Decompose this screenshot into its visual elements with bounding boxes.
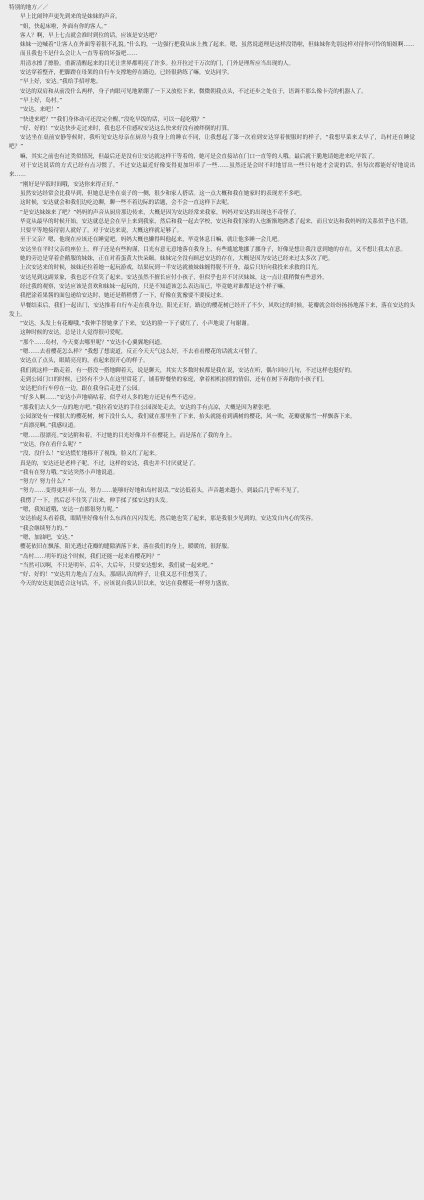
paragraph: 妹妹一边喊着“让客人在外面等着很不礼貌。”什么的，一边强行把我从床上拽了起来。嗯，虽然说道理是这样没错啦，但妹妹你先别这样对待你可怜的姐姐啊……: [20, 42, 415, 49]
paragraph: “是安达妹妹来了吧？”妈妈的声音从厨房那边传来，大概是因为安达经常来我家，妈妈对安达的出现也不奇怪了。: [20, 209, 300, 216]
paragraph: 毕竟从最早的时候开始，安达就总是会在早上来到我家，然后和我一起去学校，安达和我们家的人也渐渐地熟悉了起来，而且安达和我妈妈的关系似乎也不错。: [20, 218, 412, 225]
paragraph: “我会继续努力的。”: [20, 525, 68, 532]
paragraph: “嗯……去看樱花怎么样？”我想了想说道，反正今天天气这么好，不去看看樱花的话就太可惜了。: [20, 348, 261, 355]
paragraph: “那个……岛村，今天要去哪里呢？”安达小心翼翼地问道。: [20, 339, 166, 346]
paragraph: “我有在努力哦。”安达突然小声地说道。: [20, 469, 119, 476]
paragraph: “好、好的！”安达用力地点了点头，那副认真的样子，让我又忍不住想笑了。: [20, 572, 211, 579]
paragraph: 公园深处有一棵很大的樱花树，树下没什么人，我们就在那里坐了下来，抬头就能看到满树的樱花，风一吹，花瓣就像雪一样飘落下来。: [20, 414, 356, 421]
paragraph: 而且我也不是什么会让人一直等着的坏蛋吧……: [20, 51, 138, 58]
paragraph: 我把涂着果酱的面包递给安达时，她还是稍稍愣了一下，好像在犹豫要不要接过来。: [20, 293, 227, 300]
paragraph: “快进来吧？”“我们身体动可还没完全醒，”没吃早饭的话，可以一起吃哦？”: [20, 116, 206, 123]
paragraph: “努力？努力什么？”: [20, 479, 71, 486]
paragraph: 安达抬起头看着我，眼睛里好像有什么东西在闪闪发光，然后她也笑了起来，那是我很少见到的，安达发自内心的笑容。: [20, 516, 317, 523]
paragraph: 安达把自行车停在一边，跟在我身后走进了公园。: [20, 386, 144, 393]
paragraph: 安达的双肩和从前没什么两样，身子肉眼可见地紧绷了一下又放松下来，微微朝我点头，不过还步之处在于，语调不那么像卡壳的机器人了。: [20, 88, 367, 95]
paragraph: 早餐结束后，我们一起出门，安达推着自行车走在我身边，阳光正好，路边的樱花树已经开了不少，风吹过的时候，花瓣就会纷纷扬扬地落下来，落在安达的头发上。: [9, 302, 415, 318]
paragraph: 客人？啊，早上七点就会准时到位的话，应该是安达吧？: [20, 32, 160, 39]
paragraph: “努力……变得更坦率一点，努力……能够好好地和岛村说话。”安达低着头，声音越来越小，到最后几乎听不见了。: [20, 488, 303, 495]
paragraph: 樱花依旧在飘落，阳光透过花瓣的缝隙洒落下来，落在我们的身上，暖暖的，很舒服。: [20, 544, 233, 551]
paragraph: 对于安达说话的方式已经有点习惯了，不过安达最近好像变得更加坦率了一些……虽然还是会时不时地冒出一些只有她才会说的话，但每次都能好好地说出来……: [9, 163, 415, 179]
paragraph: 这时候，安达就会和我们边吃边聊，聊一些不着边际的话题，会不会一直这样下去呢。: [20, 200, 233, 207]
paragraph: “嗯，我知道哦，安达一直都很努力呢。”: [20, 507, 119, 514]
document-title: 特别的地方／／: [9, 5, 49, 11]
paragraph: “早上好，安达。”我给手招呼地。: [20, 79, 102, 86]
paragraph: 安达穿着整齐，把脚蹬在母架的自行车支撑地停在路边，已经很熟练了嘛，安达同学。: [20, 70, 233, 77]
paragraph: “安达，你在看什么呢？”: [20, 441, 82, 448]
paragraph: “好多人啊……”安达小声地嘀咕着，似乎对人多的地方还是有些不适应。: [20, 395, 200, 402]
paragraph: 安达见到这副景象，我也忍不住笑了起来。安达虽然不擅长应付小孩子，但似乎也并不讨厌妹妹，这一点让我稍微有些意外。: [20, 274, 328, 281]
paragraph: 虽然安达经常会比我早到，但她总是坐在桌子的一侧，很少和家人搭话。这一点大概和我在她家时的表现差不多吧。: [20, 190, 306, 197]
paragraph: 我们就这样一路走着，有一搭没一搭地聊着天，说是聊天，其实大多数时候都是我在说，安达在听，偶尔回应几句，不过这样也挺好的。: [20, 367, 356, 374]
paragraph: 真是的，安达还是老样子呢，不过，这样的安达，我也并不讨厌就是了。: [20, 460, 200, 467]
paragraph: 至于父亲？嗯，他现在应该还在睡觉吧。妈妈大概也懒得叫他起来，毕竟休息日嘛，就让他多睡一会儿吧。: [20, 237, 283, 244]
paragraph: 安达坐在桌前安静等候时，我听见安达母亲在厨房与我身上的睡衣不同，让我想起了第一次看到安达穿着便服时的样子，“我想早菜来太早了，岛村还在睡觉吧？”: [9, 135, 415, 151]
paragraph: “安达，来吧！”: [20, 107, 60, 114]
paragraph: 早上比闹钟声更先到来的是妹妹的声音。: [20, 14, 121, 21]
paragraph: 今天的安达更加适合这句话，不，应该说自我认识以来，安达在我樱花一样努力盛放。: [20, 581, 233, 588]
paragraph: 走到公园门口的时候，已经有不少人在这里赏花了，铺着野餐垫的家庭，拿着相机拍照的情侣，还有在树下奔跑的小孩子们。: [20, 376, 328, 383]
paragraph: 这种时候的安达，总是让人觉得很可爱呢。: [20, 330, 127, 337]
paragraph: 上次安达来的时候，妹妹还拉着她一起玩游戏，结果玩到一半安达就被妹妹缠得脱不开身，最后只好向我投来求救的目光。: [20, 265, 323, 272]
paragraph: 只要平等地接待别人就好了，对于安达来说，大概这样就足够了。: [20, 228, 183, 235]
paragraph: “早上好，岛村。”: [20, 97, 63, 104]
paragraph: “姐，快起床啦，外面有你的客人。”: [20, 23, 107, 30]
paragraph: 用清水擦了擦脸，重新清醒起来的目光让世界都明亮了许多。拉开拉过干万次的门，门外是理所应当出现的人。: [20, 60, 295, 67]
paragraph: “那我们去人少一点的地方吧。”我拉着安达的手往公园深处走去，安达的手有点凉，大概是因为紧张吧。: [20, 404, 275, 411]
paragraph: 安达坐在平时父亲的座位上，样子还是有些拘谨，目光有意无意地落在我身上，有些尴尬地挪了挪身子，好像是想让我注意到她的存在，又不想让我太在意。: [20, 246, 406, 253]
paragraph: “嗯，加油吧，安达。”: [20, 534, 74, 541]
paragraph: “岛村……明年的这个时候，我们还能一起来看樱花吗？”: [20, 553, 161, 560]
paragraph: “刚好是早饭时间哦，安达你来得正好。”: [20, 181, 119, 188]
paragraph: “真漂亮啊。”我感叹道。: [20, 423, 79, 430]
paragraph: 她的旁边是穿着企鹅服的妹妹，正在对着蛋黄大快朵颐。妹妹完全没有顾忌安达的存在，大概是因为安达已经来过太多次了吧。: [20, 256, 334, 263]
story-text: [9, 4, 415, 590]
paragraph: “没、没什么！”安达慌忙地移开了视线，脸又红了起来。: [20, 451, 161, 458]
paragraph: 经过我的观察，安达应该是喜欢和妹妹一起玩的，只是不知道该怎么表达而已，毕竟她对谁都是这个样子嘛。: [20, 283, 289, 290]
paragraph: 我愣了一下，然后忍不住笑了出来，伸手揉了揉安达的头发。: [20, 497, 172, 504]
paragraph: “安达，头发上有花瓣哦。”我伸手替她拿了下来，安达的脸一下子就红了，小声地说了句谢谢。: [20, 321, 253, 328]
paragraph: “嗯……很漂亮。”安达附和着，不过她的目光好像并不在樱花上，而是落在了我的身上。: [20, 432, 236, 439]
paragraph: 嘛，其实之前也有过类似情况，但最后还是没有让安达就这样干等着的，她可是会直接站在门口一直等的人哦。最后就干脆地请她进来吃早饭了。: [20, 153, 379, 160]
paragraph: “好、好的！”安达快步走过来时，我也忍不住感叹安达这么快来好没有被绊倒的打算。: [20, 125, 233, 132]
paragraph: 安达点了点头，眼睛亮亮的，看起来很开心的样子。: [20, 358, 149, 365]
paragraph: “当然可以啊，不只是明年，后年，大后年，只要安达想来，我们就一起来吧。”: [20, 562, 214, 569]
